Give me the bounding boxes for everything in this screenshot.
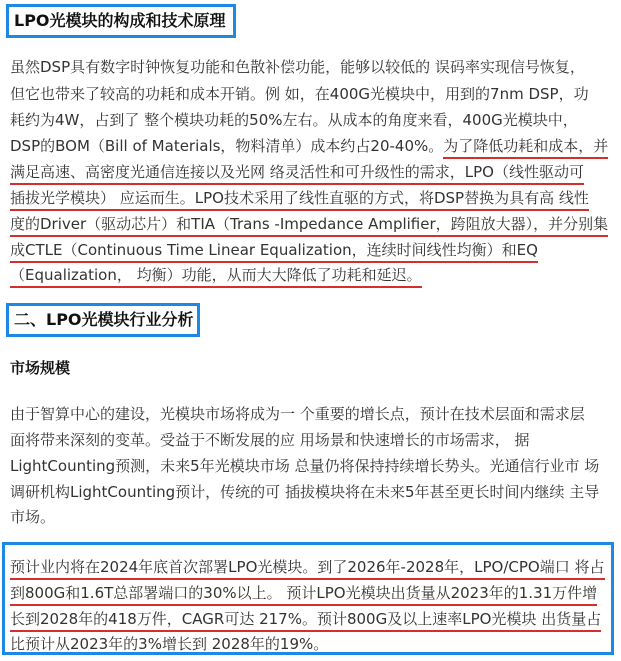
text-line [10, 609, 601, 629]
text-line [10, 557, 605, 577]
line-text: 调研机构LightCounting预计，传统的可 插拔模块将在未来5年甚至更长时间内继续 主导 [10, 483, 600, 501]
line-text: 由于智算中心的建设，光模块市场将成为一 个重要的增长点，预计在技术层面和需求层 [10, 405, 585, 423]
line-text: 面将带来深刻的变革。受益于不断发展的应 用场景和快速增长的市场需求， 据 [10, 431, 530, 449]
text-line [10, 110, 578, 130]
text-line [10, 162, 584, 182]
line-text: 耗约为4W，占到了 整个模块功耗的50%左右。从成本的角度来看，400G光模块中， [10, 111, 578, 129]
underlined-text: 预计业内将在2024年底首次部署LPO光模块。到了2026年-2028年，LPO/CPO端口 将占 [10, 558, 605, 580]
underlined-text: 到800G和1.6T总部署端口的30%以上。 预计LPO光模块出货量从2023年的1.31万件增 [10, 584, 597, 606]
text-line [10, 583, 597, 603]
line-text: 市场。 [10, 508, 56, 526]
heading-text: LPO光模块的构成和技术原理 [14, 11, 226, 30]
text-line [10, 188, 589, 208]
underlined-text: （Equalization， 均衡）功能，从而大大降低了功耗和延迟。 [10, 266, 422, 288]
text-line [10, 634, 328, 654]
underlined-text: 插拔光学模块） 应运而生。LPO技术采用了线性直驱的方式，将DSP替换为具有高 线性 [10, 189, 589, 211]
section-heading-industry-analysis [6, 303, 200, 337]
text-line [10, 430, 530, 450]
text-line [10, 214, 608, 234]
underlined-text: 度的Driver（驱动芯片）和TIA（Trans -Impedance Amplifier，跨阻放大器），并分别集 [10, 215, 608, 237]
text-line [10, 404, 585, 424]
underlined-text: 满足高速、高密度光通信连接以及光网 络灵活性和可升级性的需求，LPO（线性驱动可 [10, 163, 584, 185]
text-line [10, 456, 599, 476]
underlined-text: 长到2028年的418万件，CAGR可达 217%。预计800G及以上速率LPO光模块 出货量占 [10, 610, 601, 632]
section-heading-lpo-principle [6, 4, 236, 38]
subheading-market-size: 市场规模 [10, 359, 71, 377]
line-text: 比预计从2023年的3%增长到 2028年的19%。 [10, 635, 329, 653]
text-line [10, 265, 422, 285]
line-text: 但它也带来了较高的功耗和成本开销。例 如，在400G光模块中，用到的7nm DSP，功 [10, 85, 589, 103]
line-text: 虽然DSP具有数字时钟恢复功能和色散补偿功能，能够以较低的 误码率实现信号恢复， [10, 58, 585, 76]
text-line [10, 136, 608, 156]
text-line [10, 507, 55, 527]
underlined-text: 为了降低功耗和成本，并 [443, 137, 608, 159]
line-text: DSP的BOM（Bill of Materials，物料清单）成本约占20-40%。 [10, 137, 444, 155]
heading-text: 二、LPO光模块行业分析 [14, 310, 194, 329]
underlined-text: 成CTLE（Continuous Time Linear Equalization，连续时间线性均衡）和EQ [10, 241, 538, 263]
text-line [10, 240, 538, 260]
text-line [10, 482, 599, 502]
line-text: LightCounting预测，未来5年光模块市场 总量仍将保持持续增长势头。光通信行业市 场 [10, 457, 600, 475]
text-line [10, 84, 589, 104]
text-line [10, 57, 585, 77]
